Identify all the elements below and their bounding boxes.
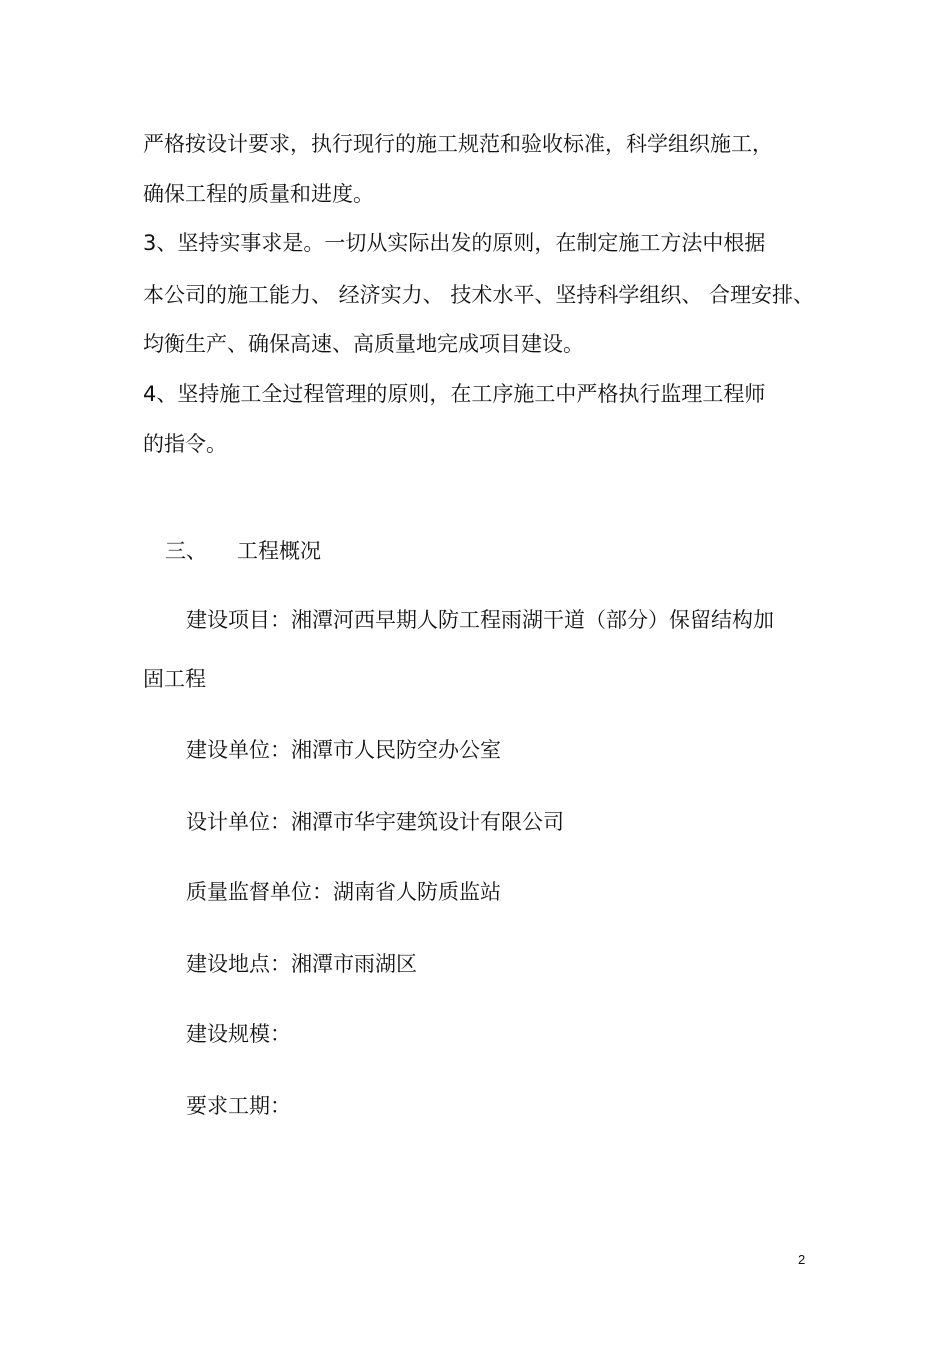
quality-supervision-unit: 质量监督单位：湖南省人防质监站	[186, 880, 501, 904]
construction-location: 建设地点：湘潭市雨湖区	[186, 952, 417, 976]
section-title: 工程概况	[237, 539, 321, 563]
required-duration: 要求工期：	[186, 1094, 291, 1118]
principle-4-line-1: 4、坚持施工全过程管理的原则，在工序施工中严格执行监理工程师	[143, 382, 766, 406]
principle-3-line-2: 本公司的施工能力、 经济实力、 技术水平、坚持科学组织、 合理安排、	[143, 283, 815, 307]
design-unit: 设计单位：湘潭市华宇建筑设计有限公司	[186, 810, 564, 834]
section-heading	[165, 537, 321, 565]
section-number: 三、	[165, 539, 207, 563]
project-name-line-1: 建设项目：湘潭河西早期人防工程雨湖干道（部分）保留结构加	[186, 608, 774, 632]
principle-3-line-3: 均衡生产、确保高速、高质量地完成项目建设。	[143, 332, 584, 356]
principle-2-line-2: 确保工程的质量和进度。	[143, 182, 374, 206]
principle-3-line-1: 3、坚持实事求是。一切从实际出发的原则，在制定施工方法中根据	[143, 231, 766, 255]
construction-scale: 建设规模：	[186, 1022, 291, 1046]
principle-4-line-2: 的指令。	[143, 432, 227, 456]
owner-unit: 建设单位：湘潭市人民防空办公室	[186, 738, 501, 762]
page-number: 2	[798, 1252, 806, 1267]
principle-2-line-1: 严格按设计要求，执行现行的施工规范和验收标准，科学组织施工，	[143, 132, 773, 156]
project-name-line-2: 固工程	[143, 667, 206, 691]
